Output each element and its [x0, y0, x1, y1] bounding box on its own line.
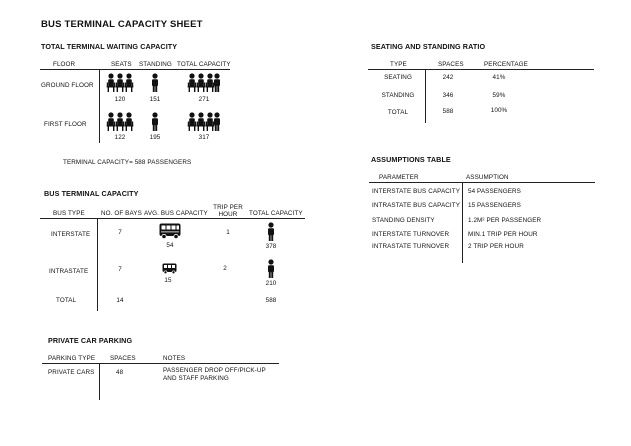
- ratio-row-type: TOTAL: [387, 109, 409, 116]
- passenger-icon: [266, 222, 276, 242]
- parking-row-notes-line1: PASSENGER DROP OFF/PICK-UP: [163, 367, 266, 374]
- bus-header-hour: HOUR: [218, 211, 238, 218]
- bus-row-trip: 2: [223, 265, 227, 272]
- total-capacity-icon: [187, 73, 221, 93]
- bus-header-avg: AVG. BUS CAPACITY: [144, 210, 208, 217]
- ratio-row-type: STANDING: [381, 92, 415, 99]
- waiting-row-floor: FIRST FLOOR: [44, 121, 87, 128]
- assumption-param: INTRASTATE TURNOVER: [372, 243, 450, 250]
- waiting-row-total: 271: [198, 96, 210, 103]
- parking-header-rule: [42, 363, 279, 364]
- waiting-header-standing: STANDING: [139, 61, 172, 68]
- page-title: BUS TERMINAL CAPACITY SHEET: [41, 19, 203, 30]
- bus-header-rule: [40, 218, 305, 219]
- bus-header-trip: TRIP PER: [213, 204, 243, 211]
- bus-total-bays: 14: [116, 297, 124, 304]
- waiting-header-floor: FLOOR: [53, 61, 76, 68]
- bus-row-trip: 1: [226, 229, 230, 236]
- ratio-header-rule: [368, 69, 594, 70]
- bus-row-total: 210: [265, 280, 277, 287]
- passenger-icon: [266, 259, 276, 279]
- ratio-row-spaces: 242: [442, 74, 454, 81]
- parking-divider: [99, 363, 100, 400]
- ratio-heading: SEATING AND STANDING RATIO: [371, 42, 486, 51]
- parking-header-notes: NOTES: [163, 355, 186, 362]
- bus-header-bays: NO. OF BAYS: [101, 210, 142, 217]
- standing-person-icon: [150, 73, 160, 93]
- waiting-row-total: 317: [198, 134, 210, 141]
- assumption-param: INTERSTATE BUS CAPACITY: [372, 188, 461, 195]
- assumption-value: 2 TRIP PER HOUR: [468, 243, 524, 250]
- assumption-value: MIN.1 TRIP PER HOUR: [468, 231, 538, 238]
- assumption-value: 1.2M² PER PASSENGER: [468, 217, 542, 224]
- ratio-header-percentage: PERCENTAGE: [484, 61, 528, 68]
- bus-header-type: BUS TYPE: [53, 210, 85, 217]
- waiting-header-rule: [40, 69, 230, 70]
- ratio-row-pct: 41%: [492, 74, 506, 81]
- ratio-row-pct: 59%: [492, 92, 506, 99]
- ratio-header-type: TYPE: [390, 61, 407, 68]
- assumption-param: INTERSTATE TURNOVER: [372, 231, 450, 238]
- bus-divider: [97, 218, 98, 311]
- ratio-row-pct: 100%: [490, 107, 508, 114]
- waiting-divider: [99, 69, 100, 143]
- assumption-value: 54 PASSENGERS: [468, 188, 521, 195]
- bus-row-type: INTRASTATE: [49, 268, 89, 275]
- parking-header-spaces: SPACES: [110, 355, 136, 362]
- bus-total-capacity: 588: [265, 297, 277, 304]
- parking-row-spaces: 48: [116, 369, 124, 376]
- parking-row-type: PRIVATE CARS: [48, 369, 95, 376]
- seated-group-icon: [106, 112, 134, 132]
- ratio-row-type: SEATING: [384, 74, 412, 81]
- total-capacity-icon: [187, 112, 221, 132]
- terminal-capacity-note: TERMINAL CAPACITY= 588 PASSENGERS: [63, 159, 192, 166]
- assumptions-header-parameter: PARAMETER: [379, 174, 419, 181]
- seated-group-icon: [106, 73, 134, 93]
- coach-bus-icon: [159, 223, 181, 239]
- waiting-row-standing: 151: [149, 96, 161, 103]
- bus-row-bays: 7: [118, 266, 122, 273]
- waiting-row-seats: 120: [114, 96, 126, 103]
- minibus-icon: [162, 263, 177, 274]
- standing-person-icon: [150, 112, 160, 132]
- assumptions-heading: ASSUMPTIONS TABLE: [371, 155, 451, 164]
- bus-row-type: INTERSTATE: [51, 231, 91, 238]
- bus-row-avg: 54: [166, 242, 174, 249]
- ratio-row-spaces: 346: [442, 92, 454, 99]
- assumption-param: INTRASTATE BUS CAPACITY: [372, 202, 461, 209]
- parking-row-notes-line2: AND STAFF PARKING: [163, 375, 229, 382]
- bus-heading: BUS TERMINAL CAPACITY: [44, 189, 139, 198]
- bus-header-total: TOTAL CAPACITY: [249, 210, 303, 217]
- waiting-row-seats: 122: [114, 134, 126, 141]
- waiting-header-seats: SEATS: [111, 61, 132, 68]
- waiting-row-standing: 195: [149, 134, 161, 141]
- bus-row-bays: 7: [118, 229, 122, 236]
- assumptions-header-rule: [369, 182, 595, 183]
- assumption-param: STANDING DENSITY: [372, 217, 435, 224]
- bus-row-total: 378: [265, 243, 277, 250]
- bus-total-label: TOTAL: [56, 297, 77, 304]
- bus-row-avg: 15: [164, 277, 172, 284]
- waiting-row-floor: GROUND FLOOR: [41, 82, 94, 89]
- ratio-row-spaces: 588: [442, 108, 454, 115]
- assumptions-divider: [462, 182, 463, 263]
- waiting-header-total: TOTAL CAPACITY: [177, 61, 231, 68]
- ratio-header-spaces: SPACES: [438, 61, 464, 68]
- assumption-value: 15 PASSENGERS: [468, 202, 521, 209]
- waiting-heading: TOTAL TERMINAL WAITING CAPACITY: [41, 42, 178, 51]
- parking-header-type: PARKING TYPE: [48, 355, 96, 362]
- ratio-divider: [425, 69, 426, 123]
- parking-heading: PRIVATE CAR PARKING: [48, 336, 133, 345]
- assumptions-header-assumption: ASSUMPTION: [466, 174, 509, 181]
